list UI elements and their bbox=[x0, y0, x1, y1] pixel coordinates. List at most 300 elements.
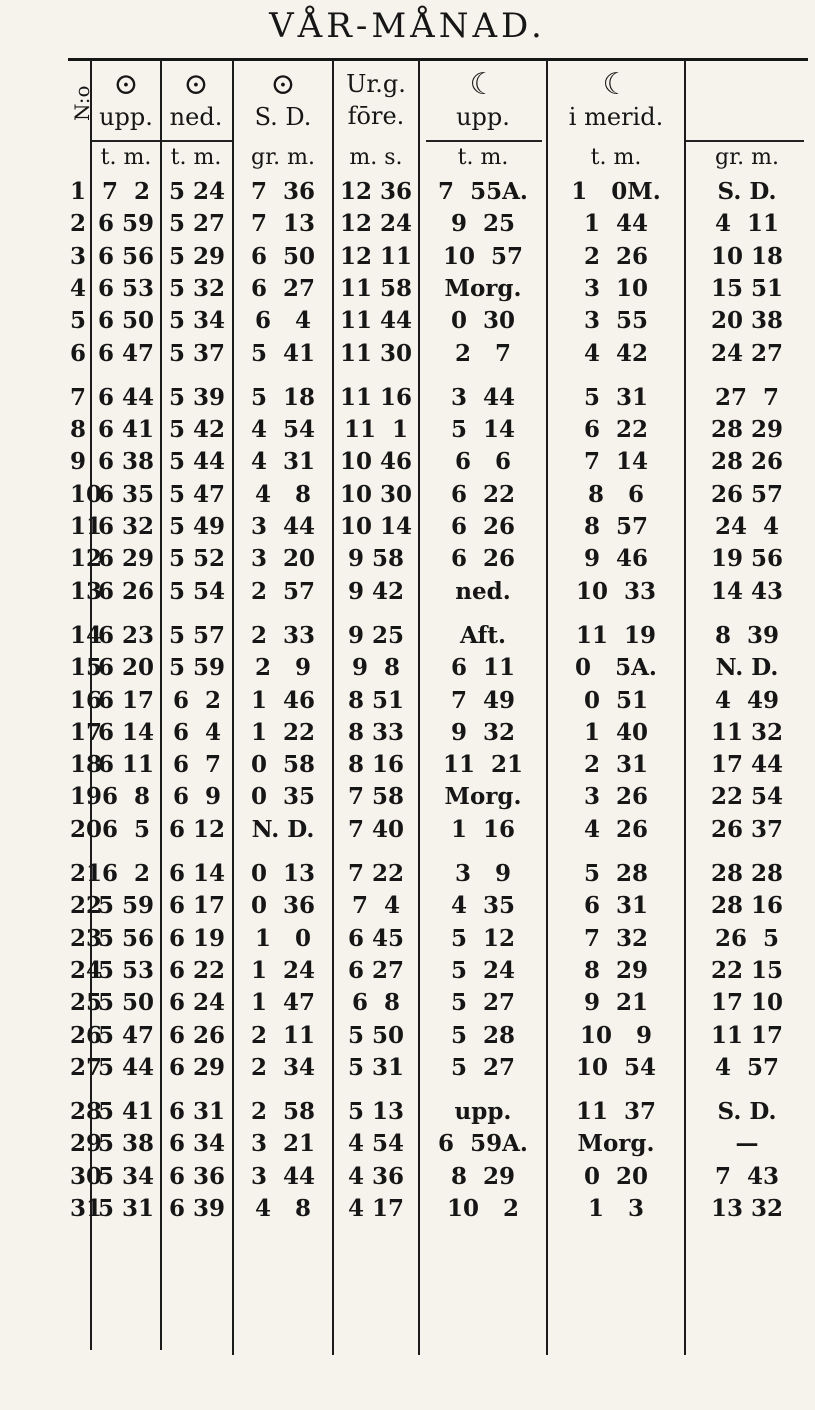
cell-moon-declination: 28 26 bbox=[710, 448, 784, 476]
cell-sunrise: 6 26 bbox=[97, 577, 155, 605]
cell-moonrise: 6 22 bbox=[450, 480, 516, 508]
cell-day-number: 9 bbox=[70, 448, 87, 476]
cell-moon-declination: 28 29 bbox=[710, 416, 784, 444]
header-moonrise bbox=[420, 68, 546, 132]
sun-icon: ⊙ bbox=[183, 67, 209, 102]
cell-moon-meridian: 1 0M. bbox=[571, 178, 661, 205]
cell-moonrise: 6 59A. bbox=[438, 1130, 528, 1158]
cell-sunset: 5 54 bbox=[168, 577, 226, 605]
moon-icon: ☾ bbox=[469, 67, 497, 102]
cell-sunset: 5 24 bbox=[168, 178, 226, 205]
cell-moonrise: 8 29 bbox=[450, 1162, 516, 1190]
cell-moonrise: 5 27 bbox=[450, 1053, 516, 1081]
cell-moon-declination: 13 32 bbox=[710, 1195, 784, 1222]
cell-sun-declination: 6 50 bbox=[250, 242, 316, 270]
cell-moon-declination: 14 43 bbox=[710, 577, 784, 605]
table-row bbox=[0, 783, 815, 813]
cell-sunset: 6 24 bbox=[168, 989, 226, 1017]
cell-moon-declination: 26 57 bbox=[710, 480, 784, 508]
header-sunset-label: ned. bbox=[169, 103, 223, 131]
cell-clock-correction: 6 8 bbox=[351, 989, 401, 1017]
cell-sunrise: 6 44 bbox=[97, 383, 155, 411]
cell-clock-correction: 11 58 bbox=[339, 274, 413, 302]
cell-moon-declination: 4 11 bbox=[714, 210, 780, 238]
cell-moon-meridian: 2 26 bbox=[583, 242, 649, 270]
cell-clock-correction: 11 44 bbox=[339, 307, 413, 335]
cell-sun-declination: 5 41 bbox=[250, 339, 316, 367]
cell-sunset: 6 31 bbox=[168, 1098, 226, 1126]
cell-moon-meridian: 5 31 bbox=[583, 383, 649, 411]
cell-day-number: 17 bbox=[70, 718, 103, 746]
cell-sunrise: 6 23 bbox=[97, 621, 155, 649]
cell-moon-declination: S. D. bbox=[717, 178, 777, 205]
unit-clock: m. s. bbox=[349, 145, 403, 170]
cell-moon-declination: 24 27 bbox=[710, 339, 784, 367]
cell-moonrise: 5 24 bbox=[450, 956, 516, 984]
cell-sunset: 6 39 bbox=[168, 1195, 226, 1222]
cell-moon-meridian: 9 46 bbox=[583, 545, 649, 573]
cell-moon-declination: 22 54 bbox=[710, 783, 784, 811]
cell-moon-declination: 28 28 bbox=[710, 860, 784, 887]
cell-clock-correction: 7 4 bbox=[351, 892, 401, 920]
cell-moon-meridian: 11 37 bbox=[575, 1098, 657, 1126]
cell-moon-declination: 24 4 bbox=[714, 513, 780, 540]
table-row bbox=[0, 578, 815, 608]
cell-clock-correction: 11 1 bbox=[343, 416, 409, 444]
cell-moon-meridian: 8 6 bbox=[587, 480, 645, 508]
header-declination-label: S. D. bbox=[254, 103, 312, 131]
table-row bbox=[0, 1022, 815, 1052]
cell-clock-correction: 5 13 bbox=[347, 1098, 405, 1126]
cell-day-number: 23 bbox=[70, 924, 103, 952]
cell-sunset: 6 9 bbox=[172, 783, 222, 811]
page-title: VÅR-MÅNAD. bbox=[269, 6, 546, 46]
cell-day-number: 3 bbox=[70, 242, 87, 270]
table-row bbox=[0, 307, 815, 337]
cell-moon-meridian: 4 26 bbox=[583, 815, 649, 843]
cell-day-number: 12 bbox=[70, 545, 103, 573]
unit-moonrise: t. m. bbox=[457, 145, 509, 170]
cell-sunrise: 6 41 bbox=[97, 416, 155, 444]
cell-moon-declination: 4 49 bbox=[714, 686, 780, 714]
cell-sunrise: 6 47 bbox=[97, 339, 155, 367]
cell-sun-declination: 4 54 bbox=[250, 416, 316, 444]
cell-clock-correction: 9 8 bbox=[351, 654, 401, 682]
cell-day-number: 24 bbox=[70, 956, 103, 984]
cell-sunrise: 5 53 bbox=[97, 956, 155, 984]
table-row bbox=[0, 545, 815, 575]
cell-sun-declination: 0 36 bbox=[250, 892, 316, 920]
sun-icon: ⊙ bbox=[270, 67, 296, 102]
cell-moonrise: 10 2 bbox=[446, 1195, 520, 1222]
cell-sun-declination: 1 46 bbox=[250, 686, 316, 714]
cell-clock-correction: 11 30 bbox=[339, 339, 413, 367]
table-row bbox=[0, 925, 815, 955]
cell-moonrise: 5 14 bbox=[450, 416, 516, 444]
cell-day-number: 22 bbox=[70, 892, 103, 920]
cell-moon-meridian: 10 33 bbox=[575, 577, 657, 605]
cell-clock-correction: 4 17 bbox=[347, 1195, 405, 1222]
cell-sunrise: 6 53 bbox=[97, 274, 155, 302]
cell-sunrise: 6 38 bbox=[97, 448, 155, 476]
cell-moon-meridian: 6 31 bbox=[583, 892, 649, 920]
cell-moonrise: 6 26 bbox=[450, 513, 516, 540]
cell-sunset: 5 39 bbox=[168, 383, 226, 411]
cell-sun-declination: 7 13 bbox=[250, 210, 316, 238]
cell-sunset: 6 7 bbox=[172, 751, 222, 779]
cell-day-number: 4 bbox=[70, 274, 87, 302]
cell-moon-declination: 7 43 bbox=[714, 1162, 780, 1190]
cell-sunrise: 6 35 bbox=[97, 480, 155, 508]
table-row bbox=[0, 1195, 815, 1225]
header-day: N:o bbox=[70, 85, 94, 121]
cell-sun-declination: 6 27 bbox=[250, 274, 316, 302]
table-row bbox=[0, 513, 815, 543]
cell-moon-meridian: Morg. bbox=[577, 1130, 655, 1158]
cell-clock-correction: 8 16 bbox=[347, 751, 405, 779]
header-sunrise bbox=[92, 68, 160, 132]
table-row bbox=[0, 622, 815, 652]
cell-clock-correction: 9 25 bbox=[347, 621, 405, 649]
cell-sun-declination: 3 21 bbox=[250, 1130, 316, 1158]
cell-sun-declination: 3 44 bbox=[250, 1162, 316, 1190]
cell-clock-correction: 7 58 bbox=[347, 783, 405, 811]
cell-day-number: 2 bbox=[70, 210, 87, 238]
cell-moonrise: 5 27 bbox=[450, 989, 516, 1017]
cell-day-number: 13 bbox=[70, 577, 103, 605]
cell-moon-declination: 26 37 bbox=[710, 815, 784, 843]
cell-sunrise: 6 56 bbox=[97, 242, 155, 270]
cell-moonrise: 6 6 bbox=[454, 448, 512, 476]
sun-icon: ⊙ bbox=[113, 67, 139, 102]
cell-sunset: 5 27 bbox=[168, 210, 226, 238]
cell-sunset: 5 47 bbox=[168, 480, 226, 508]
cell-sunset: 5 44 bbox=[168, 448, 226, 476]
cell-moonrise: 10 57 bbox=[442, 242, 524, 270]
table-row bbox=[0, 178, 815, 208]
top-rule bbox=[68, 58, 808, 61]
cell-day-number: 20 bbox=[70, 815, 103, 843]
cell-sun-declination: 3 44 bbox=[250, 513, 316, 540]
cell-moon-declination: N. D. bbox=[715, 654, 779, 682]
cell-moonrise: upp. bbox=[454, 1098, 512, 1126]
cell-moon-meridian: 3 26 bbox=[583, 783, 649, 811]
underline bbox=[426, 140, 542, 142]
cell-sunset: 6 29 bbox=[168, 1053, 226, 1081]
table-row bbox=[0, 892, 815, 922]
table-row bbox=[0, 340, 815, 370]
header-sunset bbox=[160, 68, 232, 132]
cell-moon-meridian: 8 29 bbox=[583, 956, 649, 984]
cell-sun-declination: 4 8 bbox=[254, 1195, 312, 1222]
cell-moonrise: 4 35 bbox=[450, 892, 516, 920]
cell-day-number: 25 bbox=[70, 989, 103, 1017]
cell-sunset: 6 36 bbox=[168, 1162, 226, 1190]
cell-moon-declination: 22 15 bbox=[710, 956, 784, 984]
cell-day-number: 18 bbox=[70, 751, 103, 779]
unit-moondecl: gr. m. bbox=[714, 145, 780, 170]
cell-sunset: 6 2 bbox=[172, 686, 222, 714]
cell-clock-correction: 7 40 bbox=[347, 815, 405, 843]
table-row bbox=[0, 243, 815, 273]
unit-sunset: t. m. bbox=[170, 145, 222, 170]
cell-clock-correction: 4 54 bbox=[347, 1130, 405, 1158]
cell-moonrise: 6 26 bbox=[450, 545, 516, 573]
cell-sun-declination: N. D. bbox=[251, 815, 315, 843]
cell-sunset: 5 52 bbox=[168, 545, 226, 573]
unit-moonmerid: t. m. bbox=[590, 145, 642, 170]
cell-clock-correction: 6 45 bbox=[347, 924, 405, 952]
table-row bbox=[0, 860, 815, 890]
cell-moon-declination: S. D. bbox=[717, 1098, 777, 1126]
cell-sunrise: 5 56 bbox=[97, 924, 155, 952]
cell-day-number: 19 bbox=[70, 783, 103, 811]
cell-moonrise: ned. bbox=[455, 577, 511, 605]
moon-icon: ☾ bbox=[602, 67, 630, 102]
cell-sunrise: 5 38 bbox=[97, 1130, 155, 1158]
cell-moon-meridian: 1 3 bbox=[587, 1195, 645, 1222]
header-declination bbox=[234, 68, 332, 132]
cell-moonrise: 0 30 bbox=[450, 307, 516, 335]
cell-moon-meridian: 3 55 bbox=[583, 307, 649, 335]
cell-sunrise: 6 14 bbox=[97, 718, 155, 746]
cell-sunrise: 6 11 bbox=[97, 751, 155, 779]
cell-day-number: 1 bbox=[70, 178, 87, 205]
cell-clock-correction: 12 36 bbox=[339, 178, 413, 205]
cell-sun-declination: 0 58 bbox=[250, 751, 316, 779]
cell-clock-correction: 10 14 bbox=[339, 513, 413, 540]
cell-day-number: 11 bbox=[70, 513, 103, 540]
cell-sunrise: 6 17 bbox=[97, 686, 155, 714]
cell-moon-declination: 27 7 bbox=[714, 383, 780, 411]
cell-sun-declination: 1 22 bbox=[250, 718, 316, 746]
cell-moon-meridian: 3 10 bbox=[583, 274, 649, 302]
cell-moon-declination: 17 44 bbox=[710, 751, 784, 779]
cell-clock-correction: 5 31 bbox=[347, 1053, 405, 1081]
table-row bbox=[0, 989, 815, 1019]
cell-sun-declination: 2 11 bbox=[250, 1021, 316, 1049]
cell-moonrise: 9 32 bbox=[450, 718, 516, 746]
cell-sun-declination: 2 9 bbox=[254, 654, 312, 682]
cell-sun-declination: 5 18 bbox=[250, 383, 316, 411]
cell-moonrise: Morg. bbox=[444, 783, 522, 811]
cell-moon-meridian: 11 19 bbox=[575, 621, 657, 649]
cell-sunrise: 6 29 bbox=[97, 545, 155, 573]
cell-moon-declination: 10 18 bbox=[710, 242, 784, 270]
table-row bbox=[0, 448, 815, 478]
cell-sun-declination: 2 33 bbox=[250, 621, 316, 649]
underline bbox=[92, 140, 160, 142]
cell-clock-correction: 8 33 bbox=[347, 718, 405, 746]
cell-sunrise: 5 41 bbox=[97, 1098, 155, 1126]
cell-moonrise: 5 28 bbox=[450, 1021, 516, 1049]
cell-clock-correction: 7 22 bbox=[347, 860, 405, 887]
table-row bbox=[0, 719, 815, 749]
cell-clock-correction: 12 11 bbox=[339, 242, 413, 270]
cell-clock-correction: 11 16 bbox=[339, 383, 413, 411]
cell-day-number: 10 bbox=[70, 480, 103, 508]
underline bbox=[162, 140, 232, 142]
cell-moon-declination: 28 16 bbox=[710, 892, 784, 920]
cell-day-number: 26 bbox=[70, 1021, 103, 1049]
cell-moonrise: 9 25 bbox=[450, 210, 516, 238]
cell-sunrise: 5 59 bbox=[97, 892, 155, 920]
cell-sunset: 5 29 bbox=[168, 242, 226, 270]
cell-sunset: 5 32 bbox=[168, 274, 226, 302]
cell-moonrise: 5 12 bbox=[450, 924, 516, 952]
cell-moonrise: 3 9 bbox=[454, 860, 512, 887]
cell-moonrise: 1 16 bbox=[450, 815, 516, 843]
cell-day-number: 28 bbox=[70, 1098, 103, 1126]
cell-day-number: 29 bbox=[70, 1130, 103, 1158]
cell-moon-meridian: 9 21 bbox=[583, 989, 649, 1017]
cell-sun-declination: 1 24 bbox=[250, 956, 316, 984]
cell-clock-correction: 10 30 bbox=[339, 480, 413, 508]
cell-moon-declination: 26 5 bbox=[714, 924, 780, 952]
cell-sunrise: 6 5 bbox=[101, 815, 151, 843]
cell-sunrise: 6 2 bbox=[101, 860, 151, 887]
cell-moon-meridian: 7 14 bbox=[583, 448, 649, 476]
table-row bbox=[0, 1130, 815, 1160]
cell-sun-declination: 3 20 bbox=[250, 545, 316, 573]
cell-day-number: 30 bbox=[70, 1162, 103, 1190]
cell-sun-declination: 6 4 bbox=[254, 307, 312, 335]
unit-sunrise: t. m. bbox=[100, 145, 152, 170]
cell-sunrise: 6 8 bbox=[101, 783, 151, 811]
cell-moon-meridian: 0 51 bbox=[583, 686, 649, 714]
cell-moonrise: 11 21 bbox=[442, 751, 524, 779]
table-row bbox=[0, 210, 815, 240]
cell-moon-meridian: 8 57 bbox=[583, 513, 649, 540]
cell-day-number: 8 bbox=[70, 416, 87, 444]
cell-moonrise: 6 11 bbox=[450, 654, 516, 682]
cell-clock-correction: 10 46 bbox=[339, 448, 413, 476]
cell-sunrise: 6 59 bbox=[97, 210, 155, 238]
cell-moonrise: Aft. bbox=[460, 621, 506, 649]
cell-sunset: 5 59 bbox=[168, 654, 226, 682]
header-moonmerid bbox=[548, 68, 684, 132]
cell-moonrise: 3 44 bbox=[450, 383, 516, 411]
table-row bbox=[0, 687, 815, 717]
cell-sun-declination: 4 31 bbox=[250, 448, 316, 476]
cell-moonrise: 2 7 bbox=[454, 339, 512, 367]
cell-sunrise: 5 47 bbox=[97, 1021, 155, 1049]
cell-moon-declination: — bbox=[735, 1130, 759, 1158]
cell-sun-declination: 4 8 bbox=[254, 480, 312, 508]
cell-day-number: 15 bbox=[70, 654, 103, 682]
cell-day-number: 27 bbox=[70, 1053, 103, 1081]
cell-sunrise: 6 32 bbox=[97, 513, 155, 540]
table-row bbox=[0, 1098, 815, 1128]
cell-sunset: 5 49 bbox=[168, 513, 226, 540]
cell-sunrise: 5 44 bbox=[97, 1053, 155, 1081]
cell-moon-declination: 11 17 bbox=[710, 1021, 784, 1049]
unit-declination: gr. m. bbox=[250, 145, 316, 170]
table-row bbox=[0, 1054, 815, 1084]
cell-moonrise: 7 55A. bbox=[438, 178, 528, 205]
cell-moon-declination: 11 32 bbox=[710, 718, 784, 746]
cell-moon-meridian: 1 40 bbox=[583, 718, 649, 746]
table-row bbox=[0, 1163, 815, 1193]
table-row bbox=[0, 416, 815, 446]
cell-day-number: 16 bbox=[70, 686, 103, 714]
cell-moon-meridian: 6 22 bbox=[583, 416, 649, 444]
cell-moon-meridian: 10 9 bbox=[579, 1021, 653, 1049]
table-row bbox=[0, 481, 815, 511]
cell-sunset: 6 17 bbox=[168, 892, 226, 920]
cell-day-number: 14 bbox=[70, 621, 103, 649]
header-sunrise-label: upp. bbox=[99, 103, 153, 131]
table-row bbox=[0, 384, 815, 414]
cell-moon-meridian: 2 31 bbox=[583, 751, 649, 779]
table-row bbox=[0, 751, 815, 781]
cell-sunset: 5 42 bbox=[168, 416, 226, 444]
table-row bbox=[0, 654, 815, 684]
cell-sunset: 5 37 bbox=[168, 339, 226, 367]
cell-moonrise: 7 49 bbox=[450, 686, 516, 714]
table-row bbox=[0, 957, 815, 987]
cell-moon-meridian: 5 28 bbox=[583, 860, 649, 887]
cell-sun-declination: 2 57 bbox=[250, 577, 316, 605]
cell-moon-declination: 15 51 bbox=[710, 274, 784, 302]
cell-moon-declination: 4 57 bbox=[714, 1053, 780, 1081]
cell-sunrise: 5 31 bbox=[97, 1195, 155, 1222]
cell-sunset: 6 34 bbox=[168, 1130, 226, 1158]
cell-sunset: 6 4 bbox=[172, 718, 222, 746]
table-row bbox=[0, 816, 815, 846]
cell-moon-meridian: 7 32 bbox=[583, 924, 649, 952]
cell-day-number: 31 bbox=[70, 1195, 103, 1222]
cell-sun-declination: 1 47 bbox=[250, 989, 316, 1017]
cell-moon-meridian: 4 42 bbox=[583, 339, 649, 367]
cell-sunrise: 6 50 bbox=[97, 307, 155, 335]
cell-clock-correction: 8 51 bbox=[347, 686, 405, 714]
cell-moon-meridian: 10 54 bbox=[575, 1053, 657, 1081]
cell-moon-declination: 19 56 bbox=[710, 545, 784, 573]
cell-moon-declination: 20 38 bbox=[710, 307, 784, 335]
cell-moon-meridian: 1 44 bbox=[583, 210, 649, 238]
header-clock: Ur.g. fōre. bbox=[346, 70, 406, 130]
cell-sunset: 6 22 bbox=[168, 956, 226, 984]
cell-sun-declination: 2 58 bbox=[250, 1098, 316, 1126]
cell-clock-correction: 6 27 bbox=[347, 956, 405, 984]
header-moonmerid-label: i merid. bbox=[568, 103, 664, 131]
cell-clock-correction: 9 58 bbox=[347, 545, 405, 573]
cell-moonrise: Morg. bbox=[444, 274, 522, 302]
header-moonrise-label: upp. bbox=[456, 103, 510, 131]
cell-sunrise: 6 20 bbox=[97, 654, 155, 682]
cell-day-number: 5 bbox=[70, 307, 87, 335]
cell-sun-declination: 0 35 bbox=[250, 783, 316, 811]
cell-sun-declination: 7 36 bbox=[250, 178, 316, 205]
cell-sunrise: 7 2 bbox=[101, 178, 151, 205]
cell-sunset: 6 14 bbox=[168, 860, 226, 887]
table-row bbox=[0, 275, 815, 305]
cell-sunset: 6 19 bbox=[168, 924, 226, 952]
cell-sun-declination: 1 0 bbox=[254, 924, 312, 952]
cell-clock-correction: 4 36 bbox=[347, 1162, 405, 1190]
cell-moon-meridian: 0 5A. bbox=[575, 654, 657, 682]
cell-moon-declination: 8 39 bbox=[714, 621, 780, 649]
cell-day-number: 7 bbox=[70, 383, 87, 411]
cell-day-number: 21 bbox=[70, 860, 103, 887]
cell-day-number: 6 bbox=[70, 339, 87, 367]
cell-sunset: 5 34 bbox=[168, 307, 226, 335]
cell-sun-declination: 0 13 bbox=[250, 860, 316, 887]
cell-sunset: 6 12 bbox=[168, 815, 226, 843]
cell-clock-correction: 5 50 bbox=[347, 1021, 405, 1049]
underline bbox=[686, 140, 804, 142]
